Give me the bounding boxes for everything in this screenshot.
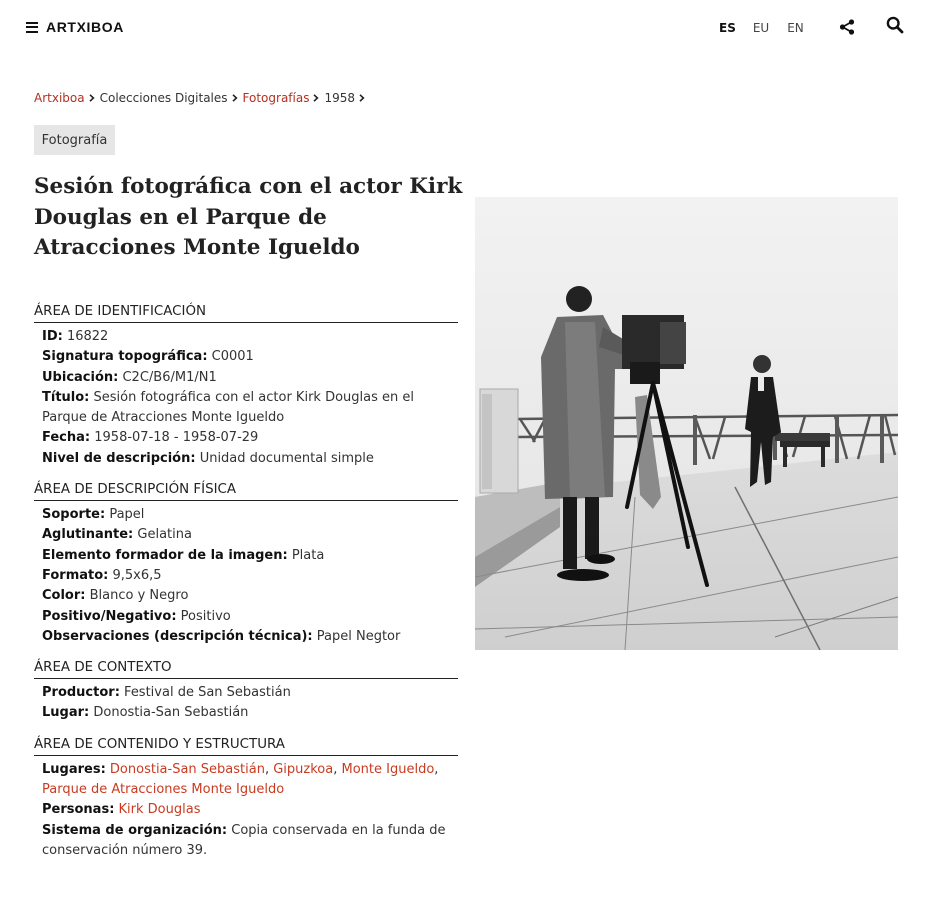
field-productor: Productor: Festival de San Sebastián <box>42 685 291 701</box>
chevron-right-icon <box>232 94 238 102</box>
photograph-image <box>475 197 898 650</box>
breadcrumb-1958[interactable]: 1958 <box>324 91 356 105</box>
field-sistema-organizacion: Sistema de organización: Copia conservada en la funda de conservación número 39. <box>42 822 446 858</box>
link-gipuzkoa[interactable]: Gipuzkoa <box>273 761 334 777</box>
field-signatura: Signatura topográfica: C0001 <box>42 349 254 365</box>
breadcrumb-colecciones[interactable]: Colecciones Digitales <box>99 91 228 105</box>
section-descripcion-fisica <box>34 481 458 647</box>
section-heading: ÁREA DE IDENTIFICACIÓN <box>34 303 458 323</box>
field-observaciones: Observaciones (descripción técnica): Papel Negtor <box>42 628 401 644</box>
field-elemento-formador: Elemento formador de la imagen: Plata <box>42 547 325 563</box>
page-title: Sesión fotográfica con el actor Kirk Douglas en el Parque de Atracciones Monte Igueldo <box>34 174 463 260</box>
lang-en[interactable]: EN <box>787 21 804 35</box>
section-heading: ÁREA DE CONTENIDO Y ESTRUCTURA <box>34 736 458 756</box>
search-icon[interactable] <box>886 16 904 34</box>
field-aglutinante: Aglutinante: Gelatina <box>42 527 192 543</box>
section-heading: ÁREA DE CONTEXTO <box>34 659 458 679</box>
field-titulo: Título: Sesión fotográfica con el actor Kirk Douglas en el Parque de Atracciones Monte Igueldo <box>42 389 414 426</box>
record-details <box>34 303 458 873</box>
chevron-right-icon <box>313 94 319 102</box>
menu-button[interactable] <box>26 19 124 35</box>
section-heading: ÁREA DE DESCRIPCIÓN FÍSICA <box>34 481 458 501</box>
hamburger-menu-icon <box>26 22 38 33</box>
section-identificacion <box>34 303 458 469</box>
chevron-right-icon <box>359 94 365 102</box>
field-ubicacion: Ubicación: C2C/B6/M1/N1 <box>42 369 217 385</box>
breadcrumb-artxiboa[interactable]: Artxiboa <box>34 91 85 105</box>
field-lugares: Lugares: Donostia-San Sebastián, Gipuzkoa, Monte Igueldo, Parque de Atracciones Monte Igueldo <box>42 761 439 798</box>
field-lugar: Lugar: Donostia-San Sebastián <box>42 705 249 721</box>
field-nivel: Nivel de descripción: Unidad documental simple <box>42 450 374 466</box>
language-switcher <box>719 21 804 35</box>
link-donostia[interactable]: Donostia-San Sebastián <box>109 761 265 777</box>
link-kirk-douglas[interactable]: Kirk Douglas <box>118 802 201 818</box>
field-soporte: Soporte: Papel <box>42 507 145 523</box>
lang-es[interactable]: ES <box>719 21 736 35</box>
chevron-right-icon <box>89 94 95 102</box>
share-icon[interactable] <box>839 19 855 35</box>
breadcrumb <box>34 91 370 105</box>
field-personas: Personas: Kirk Douglas <box>42 802 201 818</box>
type-tag: Fotografía <box>34 125 115 155</box>
lang-eu[interactable]: EU <box>752 21 770 35</box>
record-photograph[interactable] <box>475 197 898 650</box>
field-id: ID: 16822 <box>42 329 109 344</box>
breadcrumb-fotografias[interactable]: Fotografías <box>242 91 310 105</box>
field-color: Color: Blanco y Negro <box>42 588 189 604</box>
section-contexto <box>34 659 458 724</box>
field-formato: Formato: 9,5x6,5 <box>42 567 162 583</box>
link-parque-atracciones[interactable]: Parque de Atracciones Monte Igueldo <box>42 782 285 798</box>
link-monte-igueldo[interactable]: Monte Igueldo <box>341 761 435 777</box>
field-positivo-negativo: Positivo/Negativo: Positivo <box>42 608 231 624</box>
section-contenido <box>34 736 458 861</box>
field-fecha: Fecha: 1958-07-18 - 1958-07-29 <box>42 430 259 446</box>
site-logo[interactable]: ARTXIBOA <box>46 19 124 35</box>
